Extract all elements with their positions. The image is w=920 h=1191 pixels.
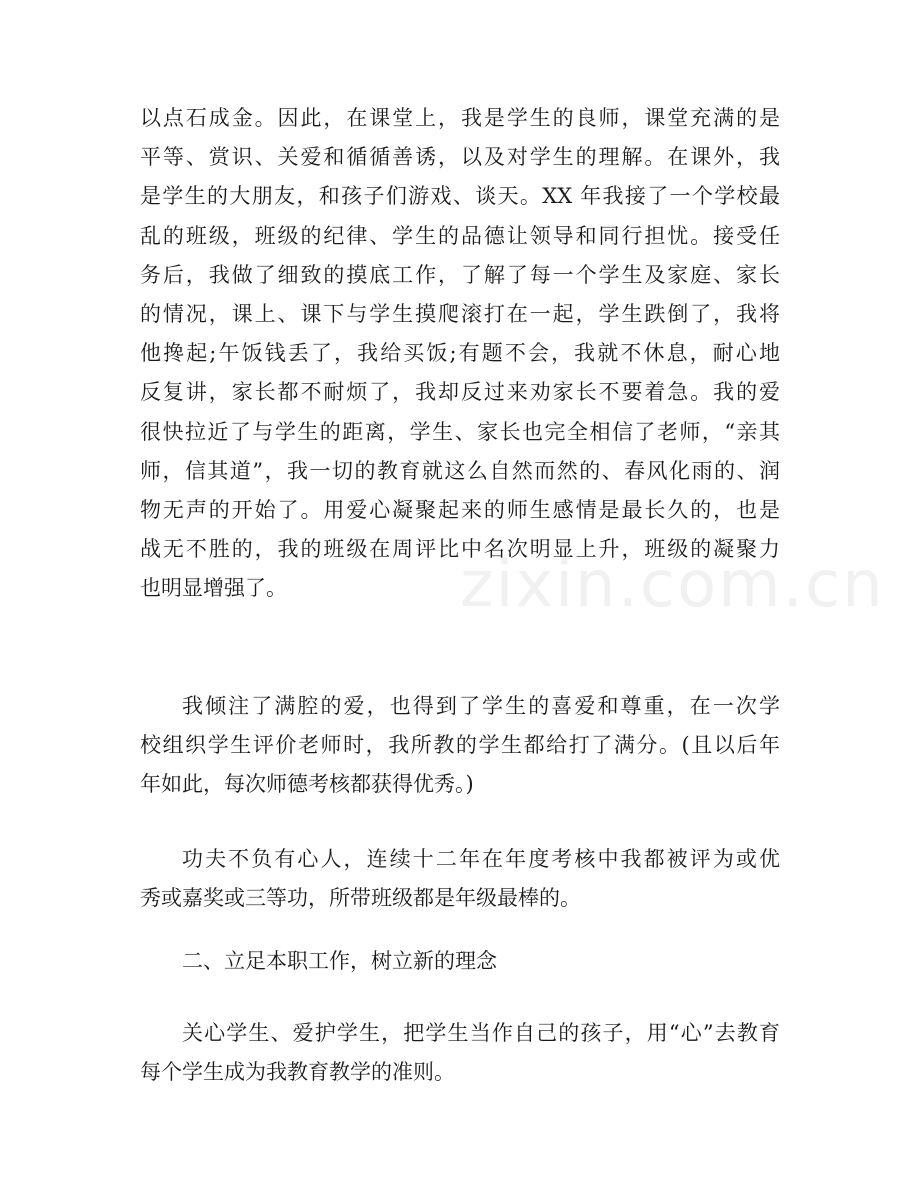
text-line: 也明显增强了。 <box>140 576 287 601</box>
paragraph-5 <box>140 1014 780 1092</box>
heading-line: 二、立足本职工作，树立新的理念 <box>182 949 497 973</box>
text-line: 以点石成金。因此，在课堂上，我是学生的良师，课堂充满的是 <box>140 106 780 130</box>
text-line: 每个学生成为我教育教学的准则。 <box>140 1060 455 1085</box>
paragraph-2 <box>140 687 780 805</box>
text-line: 的情况，课上、课下与学生摸爬滚打在一起，学生跌倒了，我将 <box>140 301 780 326</box>
text-line: 功夫不负有心人，连续十二年在年度考核中我都被评为或优 <box>182 847 780 871</box>
text-line: 物无声的开始了。用爱心凝聚起来的师生感情是最长久的，也是 <box>140 497 780 522</box>
text-line: 秀或嘉奖或三等功，所带班级都是年级最棒的。 <box>140 886 581 911</box>
text-line: 他搀起;午饭钱丢了，我给买饭;有题不会，我就不休息，耐心地 <box>140 341 780 366</box>
text-line: 平等、赏识、关爱和循循善诱，以及对学生的理解。在课外，我 <box>140 145 780 170</box>
paragraph-1 <box>140 99 780 608</box>
text-line: 战无不胜的，我的班级在周评比中名次明显上升，班级的凝聚力 <box>140 537 780 562</box>
text-line: 是学生的大朋友，和孩子们游戏、谈天。XX 年我接了一个学校最 <box>140 184 780 209</box>
watermark-text: zixin.com.cn <box>460 548 885 622</box>
text-line: 关心学生、爱护学生，把学生当作自己的孩子，用“心”去教育 <box>182 1021 780 1045</box>
paragraph-3 <box>140 840 780 918</box>
section-heading <box>140 942 780 981</box>
text-line: 很快拉近了与学生的距离，学生、家长也完全相信了老师，“亲其 <box>140 419 780 444</box>
text-line: 我倾注了满腔的爱，也得到了学生的喜爱和尊重，在一次学 <box>182 694 780 718</box>
text-line: 反复讲，家长都不耐烦了，我却反过来劝家长不要着急。我的爱 <box>140 380 780 405</box>
text-line: 乱的班级，班级的纪律、学生的品德让领导和同行担忧。接受任 <box>140 223 780 248</box>
text-line: 校组织学生评价老师时，我所教的学生都给打了满分。(且以后年 <box>140 733 780 758</box>
text-line: 师，信其道”，我一切的教育就这么自然而然的、春风化雨的、润 <box>140 458 780 483</box>
text-line: 务后，我做了细致的摸底工作，了解了每一个学生及家庭、家长 <box>140 262 780 287</box>
text-line: 年如此，每次师德考核都获得优秀。) <box>140 772 474 797</box>
